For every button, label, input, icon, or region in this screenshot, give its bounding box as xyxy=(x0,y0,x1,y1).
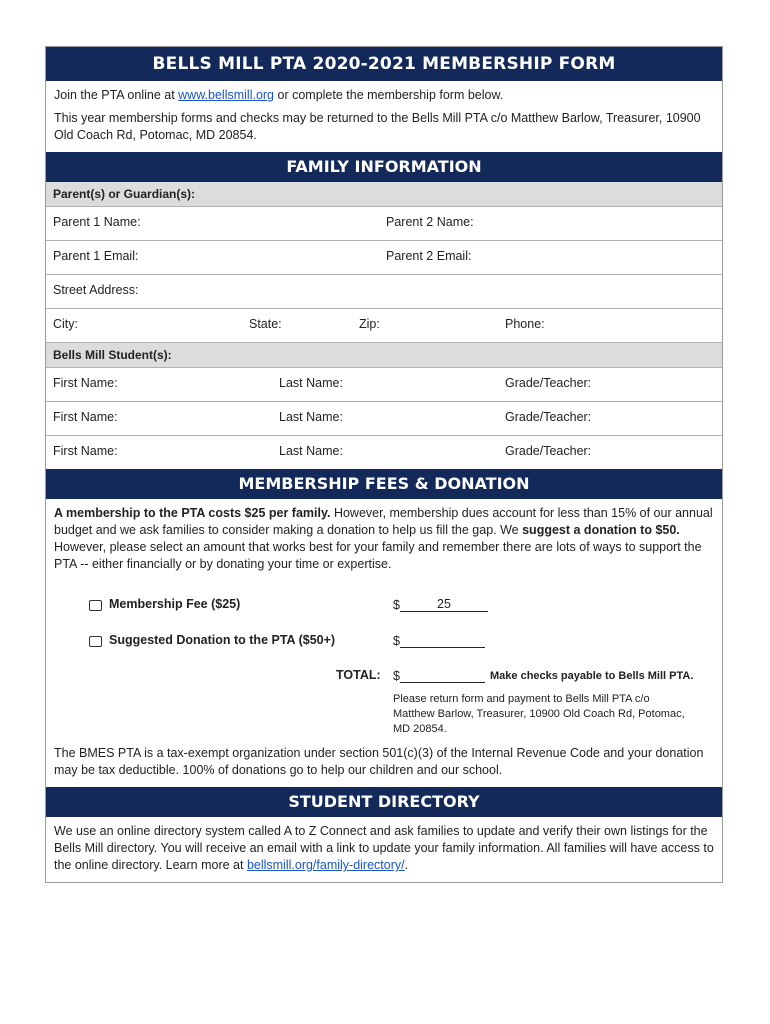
donation-amount-line xyxy=(400,633,485,648)
intro-line-2: This year membership forms and checks may be returned to the Bells Mill PTA c/o Matthew Barlow, Treasurer, 10900 Old Coach Rd, Potomac, MD 20854. xyxy=(54,111,701,142)
total-label: TOTAL: xyxy=(336,668,381,682)
intro-section xyxy=(46,81,722,152)
directory-section xyxy=(46,817,722,882)
fees-text-2: However, please select an amount that works best for your family and remember there are lots of ways to support the PTA -- either financially or by donating your time or expertise. xyxy=(54,540,702,571)
fees-bold-2: suggest a donation to $50. xyxy=(522,523,680,537)
phone-field[interactable]: Phone: xyxy=(505,317,545,331)
directory-heading: STUDENT DIRECTORY xyxy=(46,787,722,817)
intro-text: Join the PTA online at xyxy=(54,88,179,102)
fees-description xyxy=(54,505,714,573)
fees-bold-1: A membership to the PTA costs $25 per family. xyxy=(54,506,331,520)
student-row xyxy=(46,402,722,436)
directory-link[interactable]: bellsmill.org/family-directory/ xyxy=(246,858,405,872)
student-row xyxy=(46,436,722,469)
city-field[interactable]: City: xyxy=(53,317,78,331)
directory-end: . xyxy=(404,858,409,872)
return-note: Please return form and payment to Bells Mill PTA c/o Matthew Barlow, Treasurer, 10900 Old Coach Rd, Potomac, MD 20854. xyxy=(393,693,685,735)
student-last-name-field[interactable]: Last Name: xyxy=(279,376,343,390)
zip-field[interactable]: Zip: xyxy=(359,317,380,331)
student-last-name-field[interactable]: Last Name: xyxy=(279,410,343,424)
fee-table xyxy=(46,573,722,745)
parent2-name-field[interactable]: Parent 2 Name: xyxy=(386,215,474,229)
dollar-sign: $ xyxy=(393,598,400,612)
fees-section xyxy=(46,499,722,573)
student-row xyxy=(46,368,722,402)
donation-amount-field[interactable] xyxy=(393,633,485,648)
website-link[interactable]: www.bellsmill.org xyxy=(178,88,275,102)
street-address-field[interactable]: Street Address: xyxy=(53,283,139,297)
students-label: Bells Mill Student(s): xyxy=(46,343,722,368)
directory-text: We use an online directory system called A to Z Connect and ask families to update and verify their own listings for the Bells Mill directory. You will receive an email with a link to update your family information. All families will have access to the online directory. Learn more at xyxy=(54,824,714,872)
student-grade-field[interactable]: Grade/Teacher: xyxy=(505,444,592,458)
student-grade-field[interactable]: Grade/Teacher: xyxy=(505,376,592,390)
membership-amount-value: 25 xyxy=(400,597,488,612)
student-first-name-field[interactable]: First Name: xyxy=(53,410,118,424)
total-amount-field[interactable] xyxy=(393,668,485,683)
student-last-name-field[interactable]: Last Name: xyxy=(279,444,343,458)
form-title: BELLS MILL PTA 2020-2021 MEMBERSHIP FORM xyxy=(46,47,722,81)
student-grade-field[interactable]: Grade/Teacher: xyxy=(505,410,592,424)
donation-label: Suggested Donation to the PTA ($50+) xyxy=(109,633,336,647)
total-amount-line xyxy=(400,668,485,683)
membership-fee-label: Membership Fee ($25) xyxy=(109,597,241,611)
intro-line-1 xyxy=(54,87,714,104)
fees-heading: MEMBERSHIP FEES & DONATION xyxy=(46,469,722,499)
family-info-heading: FAMILY INFORMATION xyxy=(46,152,722,182)
guardians-label: Parent(s) or Guardian(s): xyxy=(46,182,722,207)
membership-amount-field[interactable] xyxy=(393,597,488,612)
student-first-name-field[interactable]: First Name: xyxy=(53,376,118,390)
city-row xyxy=(46,309,722,343)
donation-checkbox[interactable] xyxy=(89,636,102,647)
fees-text-1: However, membership dues account for less than 15% of our annual budget and we ask families to consider making a donation to help us fill the gap. We xyxy=(54,506,713,537)
payable-note: Make checks payable to Bells Mill PTA. xyxy=(490,670,694,682)
parent-email-row xyxy=(46,241,722,275)
tax-note: The BMES PTA is a tax-exempt organization under section 501(c)(3) of the Internal Revenue Code and your donation may be tax deductible. 100% of donations go to help our children and our school. xyxy=(54,746,704,777)
parent1-name-field[interactable]: Parent 1 Name: xyxy=(53,215,141,229)
parent-name-row xyxy=(46,207,722,241)
intro-text-after: or complete the membership form below. xyxy=(274,88,504,102)
dollar-sign: $ xyxy=(393,634,400,648)
membership-fee-checkbox[interactable] xyxy=(89,600,102,611)
state-field[interactable]: State: xyxy=(249,317,282,331)
street-row xyxy=(46,275,722,309)
parent2-email-field[interactable]: Parent 2 Email: xyxy=(386,249,472,263)
parent1-email-field[interactable]: Parent 1 Email: xyxy=(53,249,139,263)
student-first-name-field[interactable]: First Name: xyxy=(53,444,118,458)
membership-form xyxy=(45,46,723,883)
dollar-sign: $ xyxy=(393,669,400,683)
